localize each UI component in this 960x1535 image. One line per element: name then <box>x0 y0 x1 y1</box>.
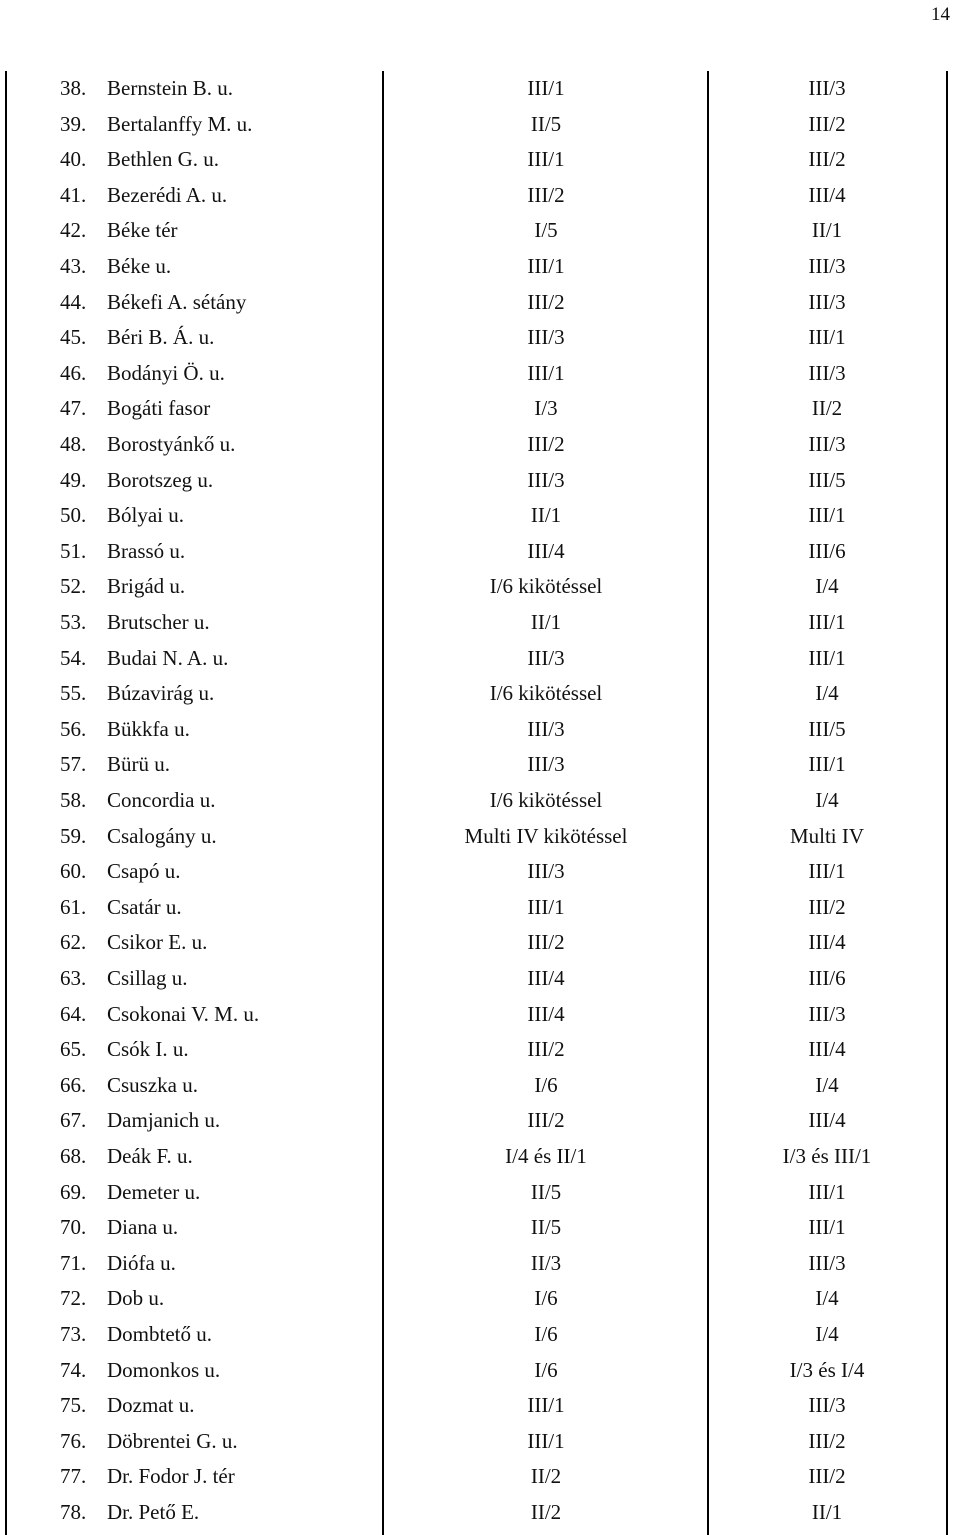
category-current: III/2 <box>527 1108 565 1133</box>
table-row <box>0 712 960 748</box>
street-name: Dr. Fodor J. tér <box>107 1464 235 1489</box>
row-number: 49. <box>60 467 87 492</box>
table-row <box>0 320 960 356</box>
row-number: 67. <box>60 1108 87 1133</box>
category-current: III/2 <box>527 432 565 456</box>
row-number: 53. <box>60 610 87 634</box>
row-number: 57. <box>60 752 87 777</box>
category-current: III/1 <box>527 254 565 278</box>
category-new: I/4 <box>815 1322 839 1346</box>
category-current: II/5 <box>530 111 562 136</box>
category-new: III/1 <box>808 859 846 884</box>
row-number: 47. <box>60 396 87 421</box>
page-number: 14 <box>931 4 950 25</box>
street-name: Csók I. u. <box>107 1037 189 1062</box>
category-current: III/3 <box>527 325 565 350</box>
category-current: I/4 és II/1 <box>505 1144 587 1168</box>
table-row <box>0 107 960 143</box>
table-row <box>0 213 960 249</box>
table-row <box>0 747 960 783</box>
category-new: III/5 <box>808 467 846 492</box>
category-current: III/3 <box>527 716 565 741</box>
table-row <box>0 285 960 321</box>
category-current: II/5 <box>530 1179 562 1204</box>
category-current: Multi IV kikötéssel <box>464 823 628 848</box>
category-new: III/1 <box>808 752 846 777</box>
category-new: III/5 <box>808 716 846 741</box>
category-new: Multi IV <box>789 823 865 848</box>
street-name: Csillag u. <box>107 966 188 990</box>
table-row <box>0 1103 960 1139</box>
row-number: 66. <box>60 1072 87 1097</box>
street-name: Diana u. <box>107 1215 179 1240</box>
street-name: Concordia u. <box>107 788 216 812</box>
street-name: Béke u. <box>107 254 172 278</box>
category-current: I/3 <box>534 396 558 421</box>
table-row <box>0 1210 960 1246</box>
category-new: III/1 <box>808 1215 846 1240</box>
category-new: III/2 <box>808 1464 846 1489</box>
street-name: Bezerédi A. u. <box>107 182 228 207</box>
row-number: 41. <box>60 182 87 207</box>
street-name: Döbrentei G. u. <box>107 1428 238 1453</box>
street-name: Brassó u. <box>107 538 186 563</box>
row-number: 63. <box>60 966 87 990</box>
street-name: Dozmat u. <box>107 1393 195 1418</box>
street-name: Béke tér <box>107 218 178 243</box>
table-row <box>0 605 960 641</box>
table-row <box>0 1388 960 1424</box>
row-number: 40. <box>60 147 87 172</box>
row-number: 44. <box>60 289 87 314</box>
street-name: Csikor E. u. <box>107 930 208 955</box>
table-row <box>0 890 960 926</box>
table-row <box>0 1495 960 1531</box>
category-new: III/6 <box>808 966 846 990</box>
table-row <box>0 1139 960 1175</box>
table-row <box>0 1032 960 1068</box>
row-number: 76. <box>60 1428 87 1453</box>
category-current: I/6 kikötéssel <box>489 574 603 599</box>
street-name: Demeter u. <box>107 1179 201 1204</box>
table-row <box>0 391 960 427</box>
category-current: I/6 kikötéssel <box>489 681 603 706</box>
table-row <box>0 498 960 534</box>
table-row <box>0 1281 960 1317</box>
category-current: I/5 <box>534 218 558 243</box>
table-row <box>0 854 960 890</box>
street-name: Bogáti fasor <box>107 396 211 421</box>
category-new: I/4 <box>815 1286 839 1311</box>
row-number: 55. <box>60 681 87 706</box>
table-row <box>0 925 960 961</box>
street-name: Csapó u. <box>107 859 181 884</box>
table-row <box>0 463 960 499</box>
category-new: II/2 <box>811 396 843 421</box>
table-row <box>0 427 960 463</box>
street-name: Bernstein B. u. <box>107 76 233 100</box>
table-row <box>0 641 960 677</box>
category-new: III/6 <box>808 538 846 563</box>
row-number: 68. <box>60 1144 87 1168</box>
category-new: III/1 <box>808 503 846 528</box>
street-table <box>0 71 960 1535</box>
street-name: Béri B. Á. u. <box>107 325 215 350</box>
street-name: Brigád u. <box>107 574 186 599</box>
category-new: III/1 <box>808 645 846 670</box>
table-row <box>0 142 960 178</box>
row-number: 62. <box>60 930 87 955</box>
category-current: III/3 <box>527 645 565 670</box>
street-name: Bürü u. <box>107 752 170 777</box>
category-current: I/6 <box>534 1322 558 1346</box>
category-new: I/4 <box>815 574 839 599</box>
category-current: III/2 <box>527 289 565 314</box>
category-current: I/6 <box>534 1072 558 1097</box>
category-new: III/1 <box>808 1179 846 1204</box>
table-row <box>0 178 960 214</box>
category-new: III/2 <box>808 111 846 136</box>
category-current: III/4 <box>527 1001 565 1026</box>
category-new: II/1 <box>811 218 843 243</box>
category-current: III/1 <box>527 360 565 385</box>
category-new: III/2 <box>808 1428 846 1453</box>
table-row <box>0 783 960 819</box>
category-new: II/1 <box>811 1500 843 1524</box>
street-name: Dombtető u. <box>107 1322 212 1346</box>
category-new: III/3 <box>808 1001 846 1026</box>
category-new: III/2 <box>808 147 846 172</box>
street-name: Brutscher u. <box>107 610 210 634</box>
street-name: Dob u. <box>107 1286 165 1311</box>
row-number: 70. <box>60 1215 87 1240</box>
street-name: Csokonai V. M. u. <box>107 1001 260 1026</box>
table-row <box>0 676 960 712</box>
street-name: Dr. Pető E. <box>107 1500 200 1524</box>
category-current: II/1 <box>530 610 562 634</box>
table-row <box>0 534 960 570</box>
table-row <box>0 356 960 392</box>
table-row <box>0 1317 960 1353</box>
category-current: I/6 <box>534 1357 558 1382</box>
category-new: III/3 <box>808 432 846 456</box>
street-name: Bethlen G. u. <box>107 147 219 172</box>
category-current: II/2 <box>530 1500 562 1524</box>
category-current: II/2 <box>530 1464 562 1489</box>
row-number: 69. <box>60 1179 87 1204</box>
row-number: 75. <box>60 1393 87 1418</box>
category-new: III/3 <box>808 1393 846 1418</box>
category-current: III/1 <box>527 76 565 100</box>
street-name: Bükkfa u. <box>107 716 190 741</box>
table-row <box>0 1246 960 1282</box>
category-new: III/3 <box>808 360 846 385</box>
category-current: III/4 <box>527 966 565 990</box>
street-name: Csalogány u. <box>107 823 217 848</box>
row-number: 61. <box>60 894 87 919</box>
category-new: III/1 <box>808 610 846 634</box>
category-new: III/3 <box>808 76 846 100</box>
row-number: 39. <box>60 111 87 136</box>
category-new: III/3 <box>808 254 846 278</box>
row-number: 42. <box>60 218 87 243</box>
category-current: III/1 <box>527 1428 565 1453</box>
row-number: 50. <box>60 503 87 528</box>
category-new: III/1 <box>808 325 846 350</box>
street-name: Damjanich u. <box>107 1108 221 1133</box>
table-row <box>0 1175 960 1211</box>
row-number: 64. <box>60 1001 87 1026</box>
table-row <box>0 1459 960 1495</box>
category-new: III/4 <box>808 182 846 207</box>
table-row <box>0 249 960 285</box>
row-number: 51. <box>60 538 87 563</box>
row-number: 46. <box>60 360 87 385</box>
street-name: Diófa u. <box>107 1250 176 1275</box>
street-name: Budai N. A. u. <box>107 645 229 670</box>
table-row <box>0 997 960 1033</box>
row-number: 60. <box>60 859 87 884</box>
category-current: III/1 <box>527 147 565 172</box>
row-number: 58. <box>60 788 87 812</box>
category-current: III/2 <box>527 1037 565 1062</box>
row-number: 54. <box>60 645 87 670</box>
category-current: I/6 kikötéssel <box>489 788 603 812</box>
street-name: Békefi A. sétány <box>107 289 247 314</box>
category-new: III/4 <box>808 1108 846 1133</box>
row-number: 71. <box>60 1250 87 1275</box>
street-name: Borostyánkő u. <box>107 432 236 456</box>
table-row <box>0 961 960 997</box>
category-new: I/4 <box>815 788 839 812</box>
street-name: Bólyai u. <box>107 503 184 528</box>
row-number: 65. <box>60 1037 87 1062</box>
category-current: III/1 <box>527 1393 565 1418</box>
street-name: Domonkos u. <box>107 1357 221 1382</box>
table-row <box>0 569 960 605</box>
row-number: 38. <box>60 76 87 100</box>
row-number: 43. <box>60 254 87 278</box>
category-current: III/3 <box>527 752 565 777</box>
category-current: III/2 <box>527 930 565 955</box>
table-row <box>0 1424 960 1460</box>
category-current: II/3 <box>530 1250 562 1275</box>
category-new: III/3 <box>808 1250 846 1275</box>
row-number: 48. <box>60 432 87 456</box>
category-current: III/2 <box>527 182 565 207</box>
category-new: I/4 <box>815 1072 839 1097</box>
street-name: Deák F. u. <box>107 1144 193 1168</box>
category-current: I/6 <box>534 1286 558 1311</box>
category-new: III/3 <box>808 289 846 314</box>
category-new: III/4 <box>808 930 846 955</box>
row-number: 56. <box>60 716 87 741</box>
street-name: Bodányi Ö. u. <box>107 360 225 385</box>
category-new: I/3 és I/4 <box>789 1357 865 1382</box>
table-row <box>0 1353 960 1389</box>
category-new: III/4 <box>808 1037 846 1062</box>
street-name: Bertalanffy M. u. <box>107 111 253 136</box>
category-current: III/3 <box>527 467 565 492</box>
street-name: Csuszka u. <box>107 1072 198 1097</box>
category-new: III/2 <box>808 894 846 919</box>
category-current: III/1 <box>527 894 565 919</box>
category-current: II/1 <box>530 503 562 528</box>
table-row <box>0 819 960 855</box>
row-number: 59. <box>60 823 87 848</box>
row-number: 72. <box>60 1286 87 1311</box>
street-name: Borotszeg u. <box>107 467 214 492</box>
street-name: Csatár u. <box>107 894 182 919</box>
table-row <box>0 71 960 107</box>
row-number: 74. <box>60 1357 87 1382</box>
category-new: I/3 és III/1 <box>782 1144 872 1168</box>
category-new: I/4 <box>815 681 839 706</box>
category-current: III/3 <box>527 859 565 884</box>
row-number: 52. <box>60 574 87 599</box>
row-number: 78. <box>60 1500 87 1524</box>
table-row <box>0 1068 960 1104</box>
category-current: II/5 <box>530 1215 562 1240</box>
row-number: 73. <box>60 1322 87 1346</box>
row-number: 77. <box>60 1464 87 1489</box>
category-current: III/4 <box>527 538 565 563</box>
street-name: Búzavirág u. <box>107 681 215 706</box>
row-number: 45. <box>60 325 87 350</box>
